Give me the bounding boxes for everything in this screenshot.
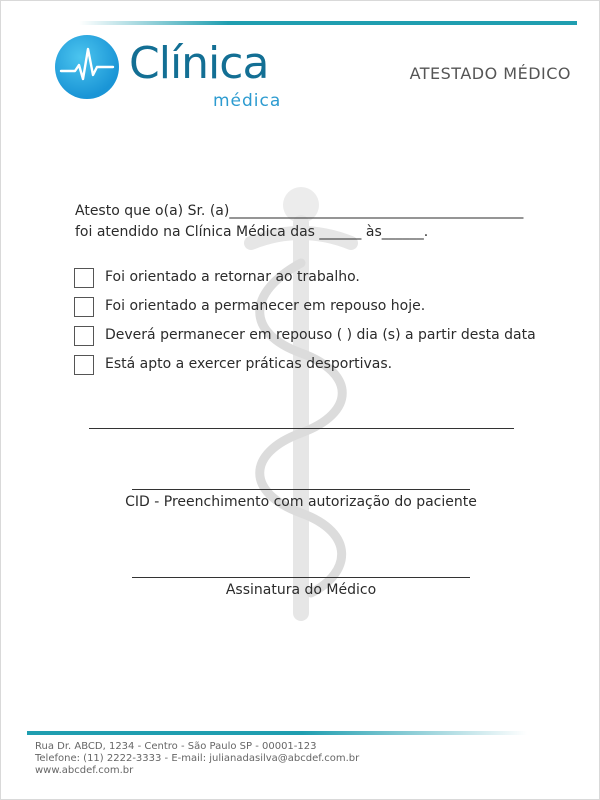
checkbox[interactable] (74, 326, 94, 346)
statement-line-patient: Atesto que o(a) Sr. (a)__________________________________________ (75, 203, 524, 219)
doctor-signature-line[interactable] (132, 577, 470, 578)
heartbeat-icon (55, 35, 119, 99)
statement-line-schedule: foi atendido na Clínica Médica das ______ às______. (75, 224, 429, 240)
footer-website: www.abcdef.com.br (35, 765, 134, 776)
footer (35, 741, 359, 777)
checkbox[interactable] (74, 297, 94, 317)
footer-accent-line (27, 731, 527, 735)
cid-signature-line[interactable] (132, 489, 470, 490)
option-label: Deverá permanecer em repouso ( ) dia (s) a partir desta data (105, 327, 536, 343)
option-label: Está apto a exercer práticas desportivas. (105, 356, 393, 372)
brand-subtitle: médica (213, 91, 282, 111)
document-title: ATESTADO MÉDICO (409, 64, 571, 83)
checkbox[interactable] (74, 355, 94, 375)
option-label: Foi orientado a permanecer em repouso hoje. (105, 298, 426, 314)
option-label: Foi orientado a retornar ao trabalho. (105, 269, 360, 285)
header-accent-line (79, 21, 577, 25)
footer-contact: Telefone: (11) 2222-3333 - E-mail: julianadasilva@abcdef.com.br (35, 753, 360, 764)
checkbox[interactable] (74, 268, 94, 288)
caduceus-icon (241, 183, 361, 623)
brand-name: Clínica (129, 38, 269, 89)
cid-caption: CID - Preenchimento com autorização do paciente (125, 494, 477, 510)
footer-address: Rua Dr. ABCD, 1234 - Centro - São Paulo SP - 00001-123 (35, 741, 317, 752)
free-text-line[interactable] (89, 428, 514, 429)
doctor-signature-caption: Assinatura do Médico (225, 582, 377, 598)
